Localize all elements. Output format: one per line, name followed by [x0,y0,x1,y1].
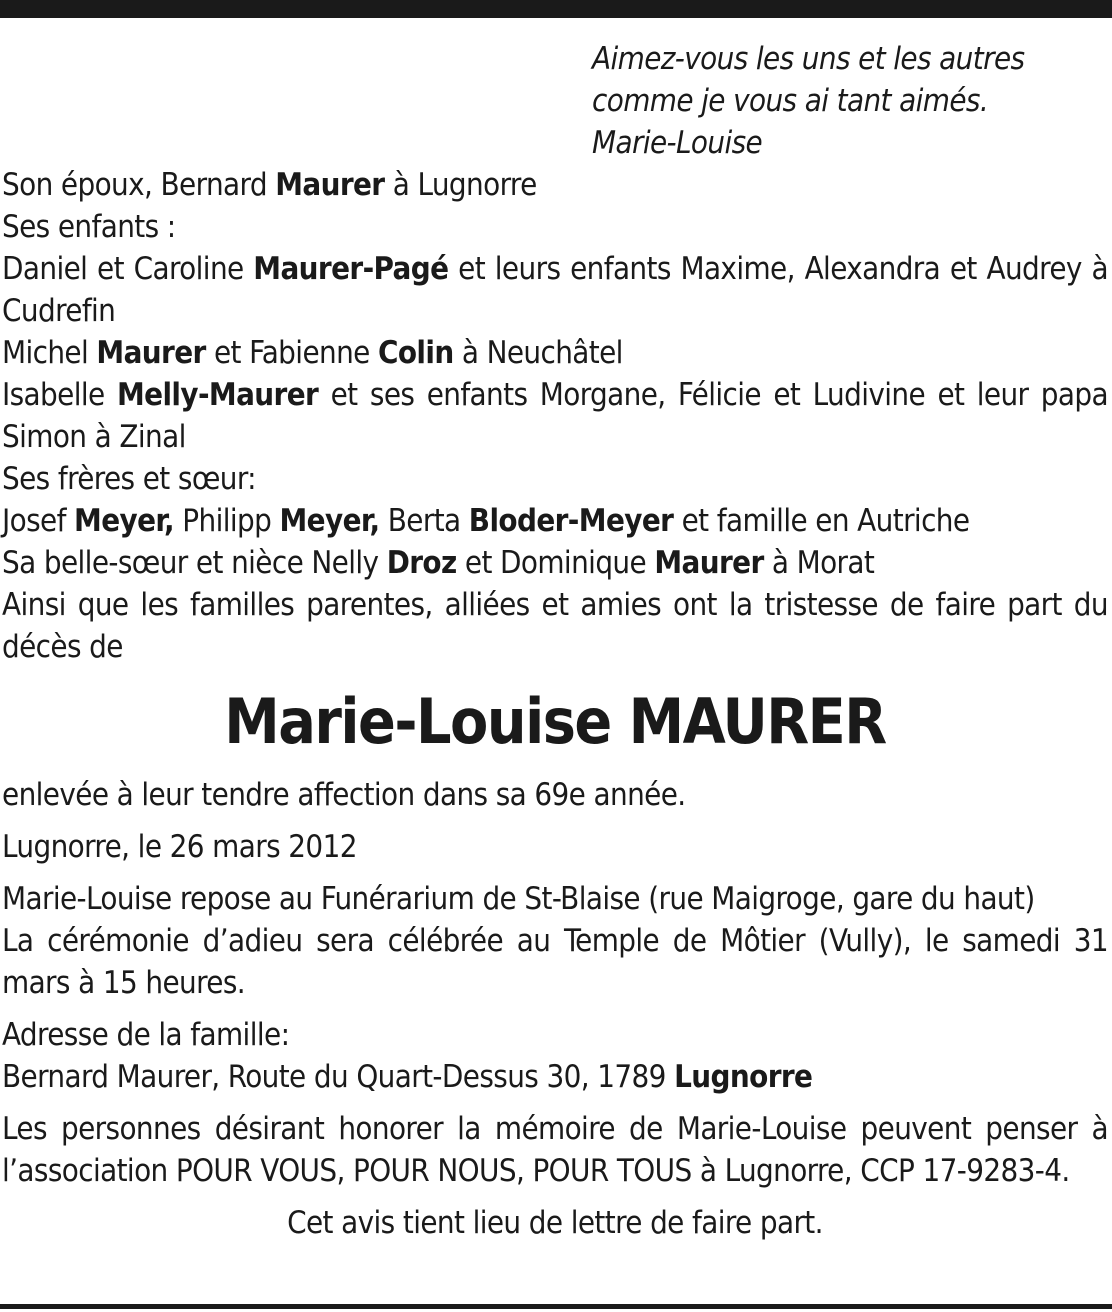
siblings-line: Josef Meyer, Philipp Meyer, Berta Bloder-Meyer et famille en Autriche [2,503,970,539]
quote-signature: Marie-Louise [592,125,763,161]
address-line: Bernard Maurer, Route du Quart-Dessus 30, 1789 Lugnorre [2,1059,813,1095]
deceased-name: Marie-Louise MAURER [224,685,886,758]
age-line: enlevée à leur tendre affection dans sa 69e année. [2,777,686,813]
obituary-notice [2,38,1108,1244]
address-heading: Adresse de la famille: [2,1017,290,1053]
announcement-text: Ainsi que les familles parentes, alliées et amies ont la tristesse de faire part du décès de [2,587,1108,665]
surname: Droz [386,545,457,581]
top-border-rule [0,0,1112,18]
surname: Meyer, [74,503,175,539]
closing-line: Cet avis tient lieu de lettre de faire part. [287,1205,823,1241]
surname: Maurer [96,335,206,371]
donation-note: Les personnes désirant honorer la mémoire de Marie-Louise peuvent penser à l’association POUR VOUS, POUR NOUS, POUR TOUS à Lugnorre, CCP 17-9283-4. [2,1111,1108,1189]
siblings-heading: Ses frères et sœur: [2,461,256,497]
surname: Meyer, [279,503,380,539]
surname: Bloder-Meyer [468,503,674,539]
quote-line-1: Aimez-vous les uns et les autres [592,41,1025,77]
bottom-border-rule [0,1304,1112,1309]
surname: Maurer-Pagé [253,251,449,287]
address-town: Lugnorre [674,1059,813,1095]
quote-line-2: comme je vous ai tant aimés. [592,83,989,119]
epigraph-quote [592,38,1108,164]
surname: Maurer [275,167,385,203]
child-entry-1: Daniel et Caroline Maurer-Pagé et leurs enfants Maxime, Alexandra et Audrey à Cudrefin [2,251,1108,329]
ceremony-line-1: Marie-Louise repose au Funérarium de St-Blaise (rue Maigroge, gare du haut) [2,881,1035,917]
family-address [2,1014,1108,1098]
child-entry-2: Michel Maurer et Fabienne Colin à Neuchâtel [2,335,623,371]
place-date: Lugnorre, le 26 mars 2012 [2,829,357,865]
ceremony-line-2: La cérémonie d’adieu sera célébrée au Temple de Môtier (Vully), le samedi 31 mars à 15 heures. [2,923,1108,1001]
surname: Colin [377,335,454,371]
surname: Melly-Maurer [116,377,319,413]
inlaws-line: Sa belle-sœur et nièce Nelly Droz et Dominique Maurer à Morat [2,545,875,581]
surname: Maurer [654,545,764,581]
ceremony-info [2,878,1108,1004]
child-entry-3: Isabelle Melly-Maurer et ses enfants Morgane, Félicie et Ludivine et leur papa Simon à Zinal [2,377,1108,455]
spouse-line: Son époux, Bernard Maurer à Lugnorre [2,167,537,203]
children-heading: Ses enfants : [2,209,176,245]
